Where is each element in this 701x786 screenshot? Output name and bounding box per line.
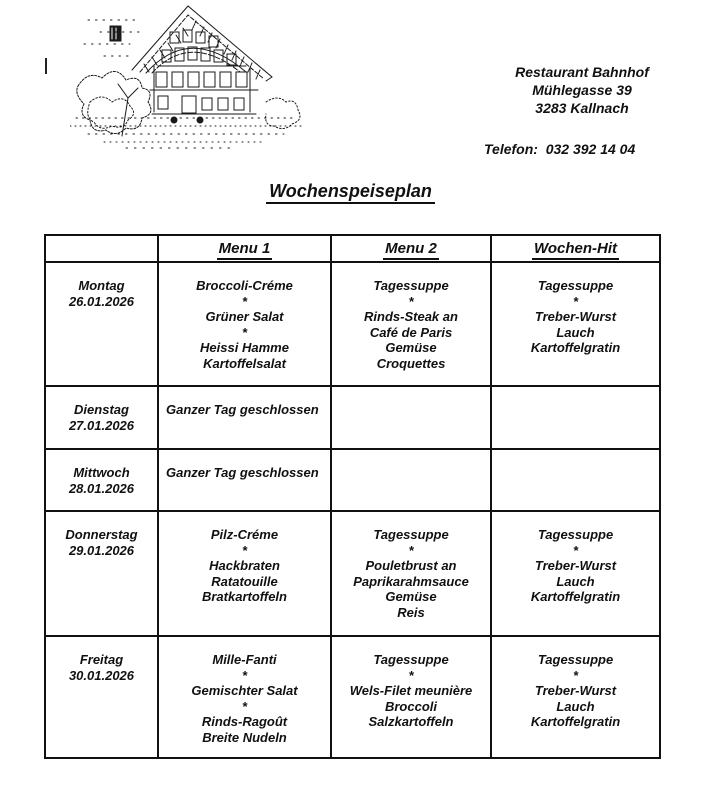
table-row-freitag: [45, 636, 660, 758]
restaurant-name: Restaurant Bahnhof: [515, 64, 649, 80]
day-name: Freitag: [79, 652, 124, 667]
day-name: Dienstag: [74, 402, 129, 417]
table-row-mittwoch: [45, 449, 660, 511]
day-cell: [45, 449, 158, 511]
day-cell: [45, 262, 158, 386]
phone-line: Telefon: 032 392 14 04: [484, 141, 636, 157]
scan-margin-mark: [45, 58, 47, 74]
day-name: Donnerstag: [65, 527, 138, 542]
menu2-cell-empty: [331, 449, 491, 511]
day-date: 30.01.2026: [68, 667, 135, 683]
table-header-row: [45, 235, 660, 262]
farmhouse-sketch-image: [70, 2, 310, 152]
day-date: 27.01.2026: [68, 417, 135, 433]
menu1-cell: Mille-Fanti * Gemischter Salat * Rinds-Ragoût Breite Nudeln: [158, 636, 331, 758]
address-street: Mühlegasse 39: [532, 82, 632, 98]
closed-note-cell: Ganzer Tag geschlossen: [158, 386, 331, 449]
table-row-donnerstag: [45, 511, 660, 636]
header-menu1: Menu 1: [158, 235, 331, 262]
menu2-cell: Tagessuppe * Pouletbrust an Paprikarahmsauce Gemüse Reis: [331, 511, 491, 636]
day-name: Mittwoch: [73, 465, 130, 480]
day-date: 28.01.2026: [68, 480, 135, 496]
day-cell: [45, 511, 158, 636]
menu2-cell-empty: [331, 386, 491, 449]
wochen-hit-cell: Tagessuppe * Treber-Wurst Lauch Kartoffelgratin: [491, 511, 660, 636]
table-row-montag: [45, 262, 660, 386]
menu2-cell: Tagessuppe * Wels-Filet meunière Broccoli Salzkartoffeln: [331, 636, 491, 758]
day-date: 29.01.2026: [68, 542, 135, 558]
menu1-cell: Broccoli-Créme * Grüner Salat * Heissi Hamme Kartoffelsalat: [158, 262, 331, 386]
day-name: Montag: [78, 278, 125, 293]
header-menu2: Menu 2: [331, 235, 491, 262]
header-day-empty: [45, 235, 158, 262]
wochen-hit-cell: Tagessuppe * Treber-Wurst Lauch Kartoffelgratin: [491, 262, 660, 386]
day-cell: [45, 636, 158, 758]
day-cell: [45, 386, 158, 449]
day-date: 26.01.2026: [68, 293, 135, 309]
menu1-cell: Pilz-Créme * Hackbraten Ratatouille Bratkartoffeln: [158, 511, 331, 636]
wochen-hit-cell-empty: [491, 386, 660, 449]
header-wochen-hit: Wochen-Hit: [491, 235, 660, 262]
menu2-cell: Tagessuppe * Rinds-Steak an Café de Paris Gemüse Croquettes: [331, 262, 491, 386]
wochen-hit-cell-empty: [491, 449, 660, 511]
weekly-menu-table: [44, 234, 661, 759]
restaurant-address-block: [492, 63, 672, 117]
table-row-dienstag: [45, 386, 660, 449]
address-city: 3283 Kallnach: [535, 100, 629, 116]
closed-note-cell: Ganzer Tag geschlossen: [158, 449, 331, 511]
page-title: Wochenspeiseplan: [0, 181, 701, 202]
wochen-hit-cell: Tagessuppe * Treber-Wurst Lauch Kartoffelgratin: [491, 636, 660, 758]
